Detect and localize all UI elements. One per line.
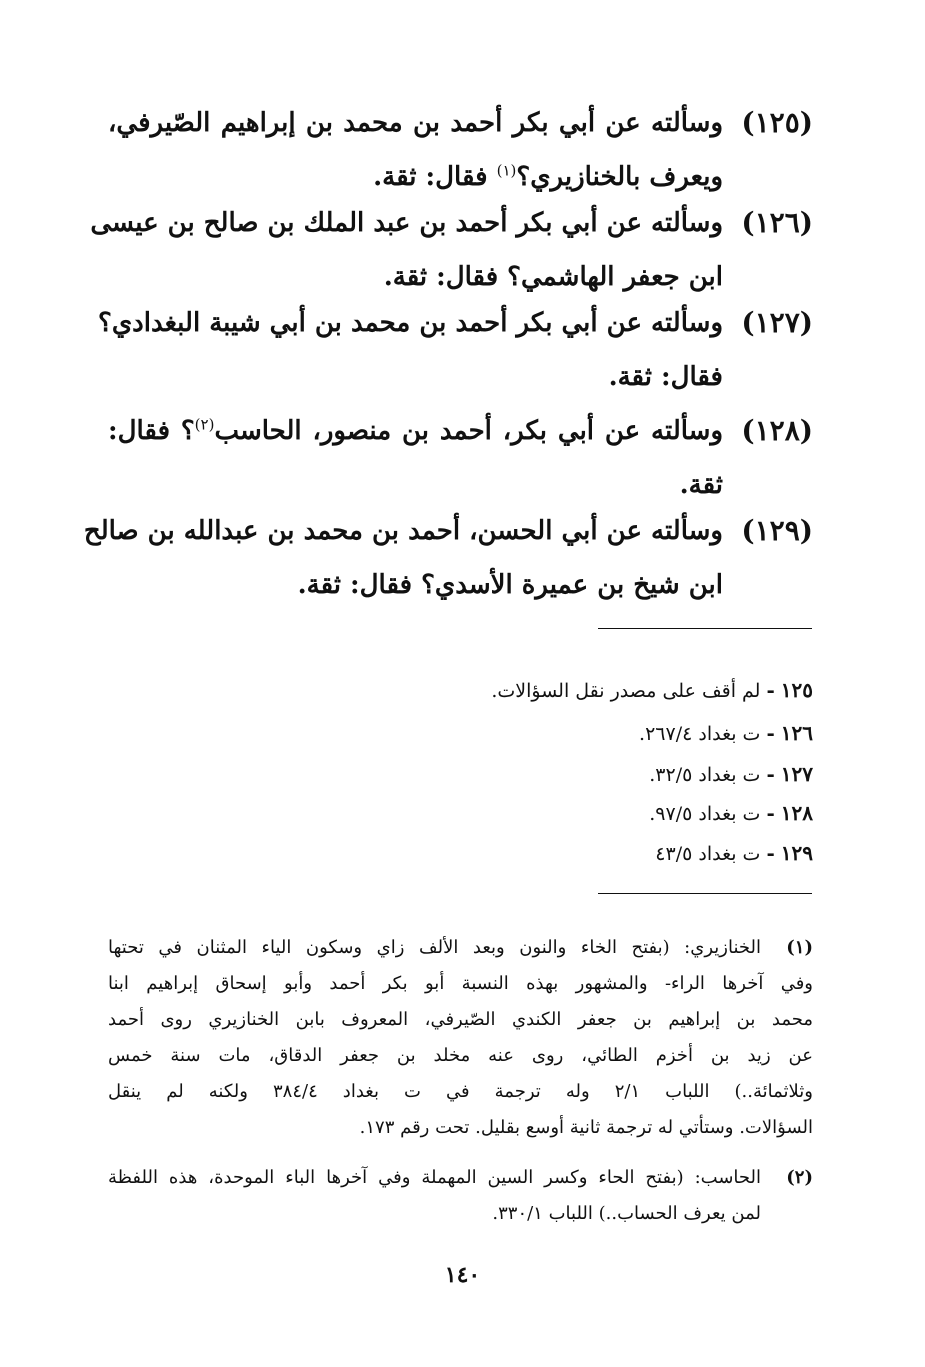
entry-text-line: وسألته عن أبي بكر أحمد بن محمد بن أبي شيبة البغدادي؟: [98, 308, 723, 338]
source-126: [639, 715, 813, 751]
footnote-line: لمن يعرف الحساب..) اللباب ٣٣٠/١.: [492, 1203, 761, 1224]
entry-number: (١٢٨): [741, 414, 813, 447]
source-127: [649, 756, 813, 792]
source-125: [491, 672, 813, 708]
entry-129: [83, 508, 813, 608]
entry-text-fragment: ؟ فقال:: [108, 416, 195, 446]
separator-rule: [598, 628, 812, 629]
footnote-line: عن زيد بن أخزم الطائي، روى عنه مخلد بن جعفر الدقاق، مات سنة خمس: [108, 1045, 813, 1066]
entry-text-line: [373, 154, 723, 200]
source-128: [649, 795, 813, 831]
entry-text-line: وسألته عن أبي الحسن، أحمد بن محمد بن عبدالله بن صالح: [83, 516, 723, 546]
source-number: ١٢٩: [780, 841, 813, 865]
entry-127: [98, 300, 813, 400]
entry-text-line: فقال: ثقة.: [608, 362, 723, 392]
source-number: ١٢٦: [780, 721, 813, 745]
footnote-number: (١): [786, 937, 813, 958]
entry-text-fragment: فقال: ثقة.: [373, 162, 497, 192]
entry-128: [108, 408, 813, 508]
footnote-2: [108, 1160, 813, 1236]
entry-text-line: وسألته عن أبي بكر أحمد بن محمد بن إبراهيم الصّيرفي،: [108, 108, 723, 138]
entry-text-fragment: وسألته عن أبي بكر، أحمد بن منصور، الحاسب: [214, 416, 724, 446]
source-dash: -: [766, 801, 775, 825]
entry-number: (١٢٥): [741, 106, 813, 139]
source-number: ١٢٥: [780, 678, 813, 702]
source-number: ١٢٧: [780, 762, 813, 786]
source-number: ١٢٨: [780, 801, 813, 825]
footnote-reference: (١): [496, 161, 517, 180]
entry-125: [108, 100, 813, 200]
source-129: [655, 835, 813, 871]
entry-text-line: ابن شيخ بن عميرة الأسدي؟ فقال: ثقة.: [297, 570, 723, 600]
entry-number: (١٢٩): [741, 514, 813, 547]
entry-126: [90, 200, 813, 300]
separator-rule: [598, 893, 812, 894]
source-text: ت بغداد ٣٢/٥.: [649, 764, 761, 786]
entry-text-fragment: ويعرف بالخنازيري؟: [516, 162, 723, 192]
entry-number: (١٢٦): [741, 206, 813, 239]
source-dash: -: [766, 762, 775, 786]
footnote-reference: (٢): [194, 415, 215, 434]
entry-text-line: ثقة.: [679, 470, 723, 500]
footnote-line: محمد بن إبراهيم بن جعفر الكندي الصّيرفي، المعروف بابن الخنازيري روى أحمد: [108, 1009, 813, 1030]
entry-text-line: [108, 408, 723, 454]
source-text: ت بغداد ٢٦٧/٤.: [639, 723, 761, 745]
source-text: ت بغداد ٤٣/٥: [655, 843, 761, 865]
entry-text-line: ابن جعفر الهاشمي؟ فقال: ثقة.: [383, 262, 723, 292]
source-text: ت بغداد ٩٧/٥.: [649, 803, 761, 825]
footnote-line: وثلاثمائة..) اللباب ٢/١ وله ترجمة في ت بغداد ٣٨٤/٤ ولكنه لم ينقل: [108, 1081, 813, 1102]
entry-text-line: وسألته عن أبي بكر أحمد بن عبد الملك بن صالح بن عيسى: [90, 208, 723, 238]
page-number: ١٤٠: [444, 1262, 481, 1288]
footnote-line: الخنازيري: (بفتح الخاء والنون وبعد الألف زاي وسكون الياء المثنان في تحتها: [108, 937, 761, 958]
footnote-1: [108, 930, 813, 1158]
footnote-line: وفي آخرها الراء- والمشهور بهذه النسبة أبو بكر أحمد وأبو إسحاق إبراهيم ابنا: [108, 973, 813, 994]
footnote-line: الحاسب: (بفتح الحاء وكسر السين المهملة وفي آخرها الباء الموحدة، هذه اللفظة: [108, 1167, 761, 1188]
footnote-number: (٢): [786, 1167, 813, 1188]
footnote-line: السؤالات. وستأتي له ترجمة ثانية أوسع بقليل. تحت رقم ١٧٣.: [359, 1117, 813, 1138]
source-dash: -: [766, 721, 775, 745]
entry-number: (١٢٧): [741, 306, 813, 339]
source-dash: -: [766, 841, 775, 865]
source-dash: -: [766, 678, 775, 702]
source-text: لم أقف على مصدر نقل السؤالات.: [491, 680, 761, 702]
